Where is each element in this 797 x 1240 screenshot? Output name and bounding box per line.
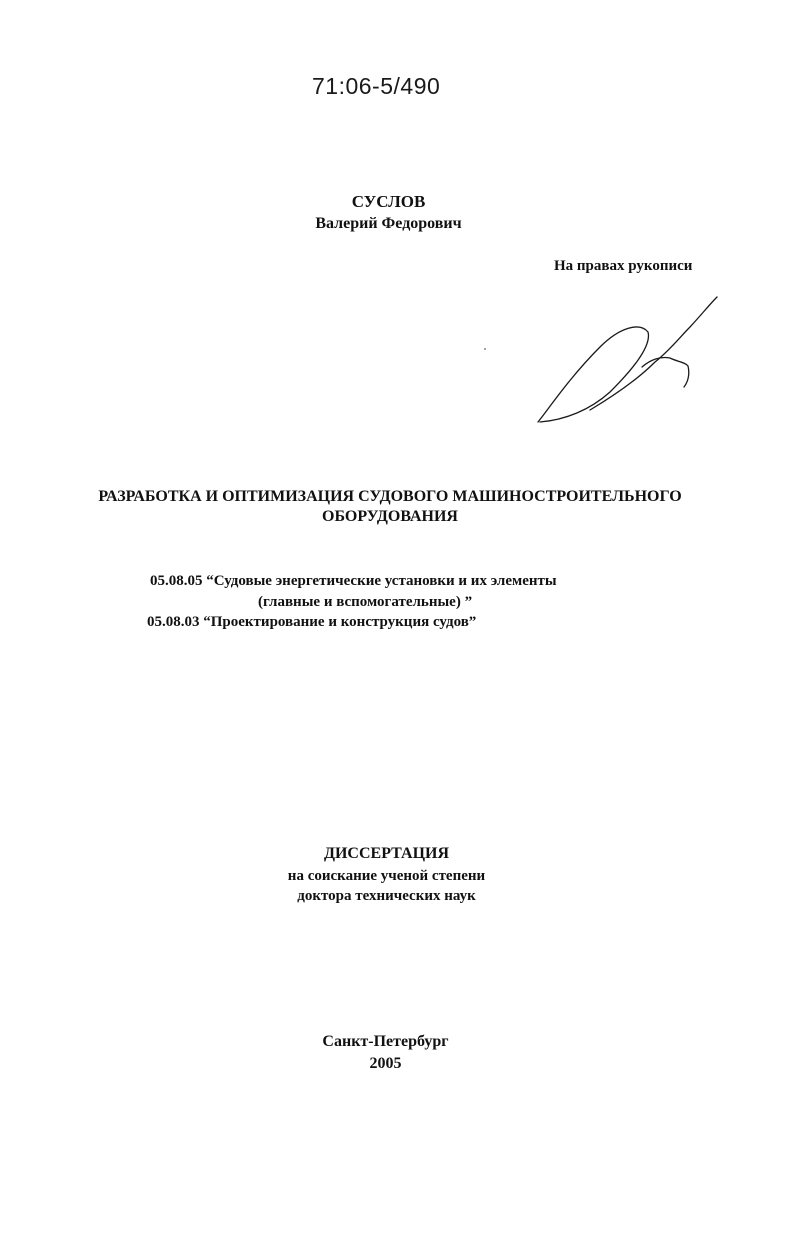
- title-line-2: ОБОРУДОВАНИЯ: [322, 508, 458, 525]
- dissertation-title: [60, 487, 720, 527]
- author-surname: СУСЛОВ: [351, 192, 426, 211]
- specialty-2: 05.08.03 “Проектирование и конструкция судов”: [147, 614, 477, 630]
- author-given-names: Валерий Федорович: [315, 215, 462, 232]
- dissertation-heading: ДИССЕРТАЦИЯ: [323, 845, 450, 862]
- title-line-1: РАЗРАБОТКА И ОПТИМИЗАЦИЯ СУДОВОГО МАШИНОСТРОИТЕЛЬНОГО: [98, 488, 682, 505]
- catalog-number: 71:06-5/490: [312, 73, 441, 99]
- place-of-publication: Санкт-Петербург: [322, 1033, 449, 1050]
- specialty-1: 05.08.05 “Судовые энергетические установки и их элементы: [150, 573, 557, 589]
- rights-note: На правах рукописи: [554, 258, 693, 274]
- degree-line-2: доктора технических наук: [297, 888, 476, 904]
- handwritten-signature: [530, 292, 730, 432]
- degree-line-1: на соискание ученой степени: [287, 868, 486, 884]
- specialty-1-continuation: (главные и вспомогательные) ”: [258, 594, 473, 610]
- scan-speck: [484, 348, 486, 350]
- publication-year: 2005: [369, 1055, 402, 1072]
